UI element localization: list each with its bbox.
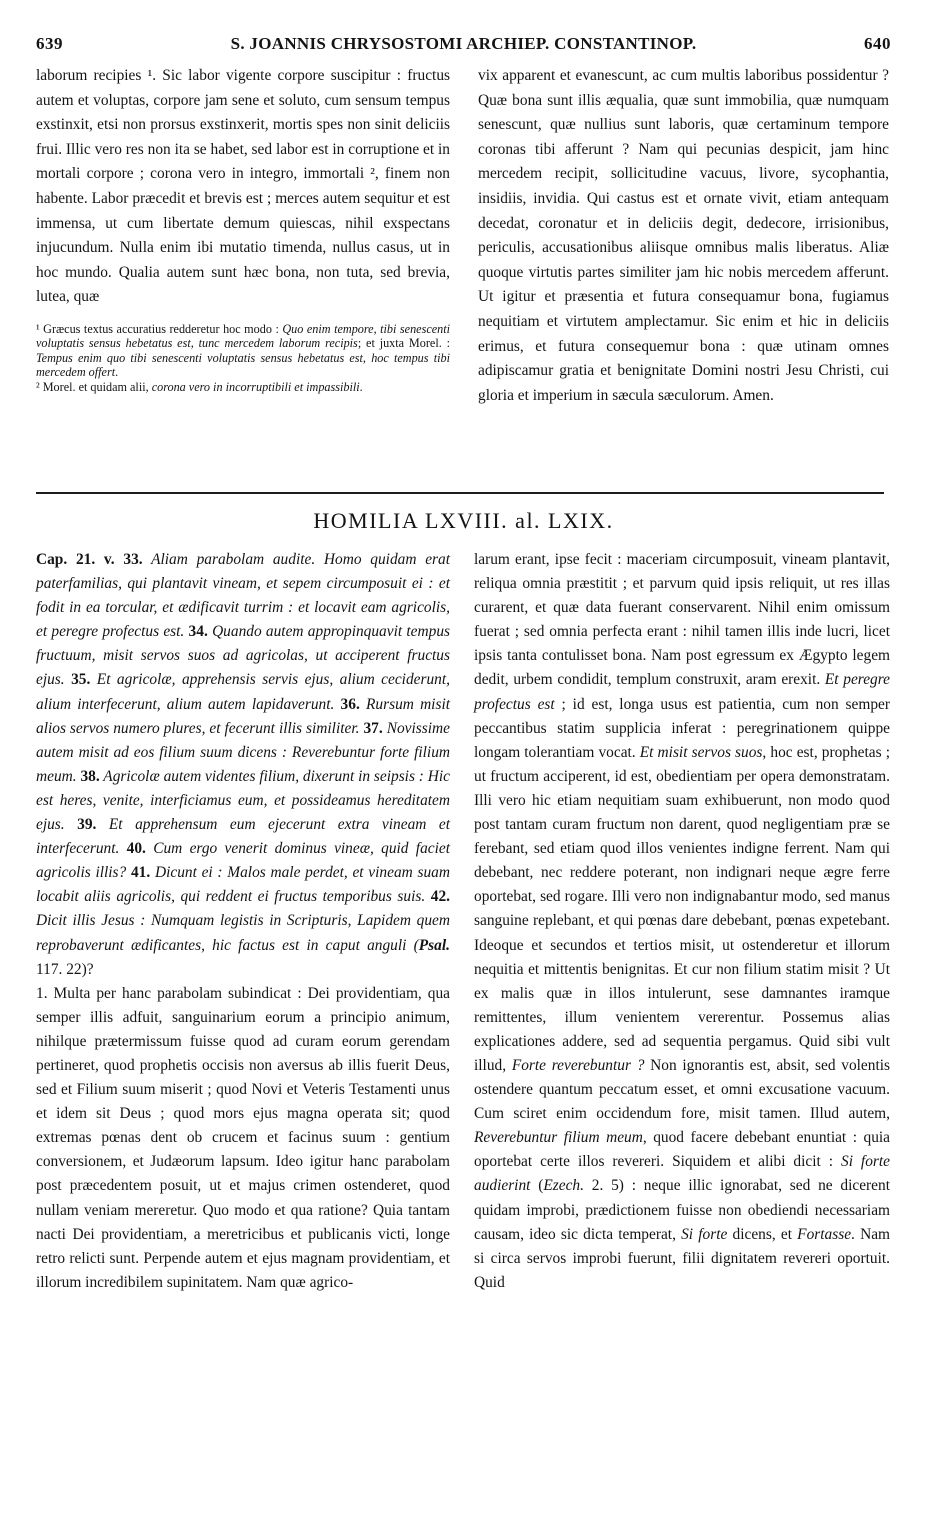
footnote-2: ² Morel. et quidam alii, corona vero in incorruptibili et impassibili. bbox=[36, 379, 363, 394]
section-divider bbox=[36, 492, 884, 494]
continued-text-run: larum erant, ipse fecit : maceriam circumposuit, vineam plantavit, reliqua omnia præstitit ; et parvum quid ipsis reliquit, ut res illas curarent, et quæ data fuerant conservarent. Nihil enim omissum fuerat ; sed omnia perfecta erant : nihil tamen illis inde lucri, licet ipsis tanta contulisset bona. Nam post egressum ex Ægypto legem dedit, urbem condidit, templum construxit, aram erexit. bbox=[474, 551, 890, 689]
page-number-right: 640 bbox=[864, 34, 891, 53]
continued-text-run: , hoc est, prophetas ; ut fructum acciperent, id est, obedientiam per opera demonstratam. Illi vero hic etiam nequitiam suam exhibuerunt, non modo quod post tantam curam fructum non darent, quod negligentiam præ se ferebant, sed etiam quod illos venientes indigne ferrent. Nam qui debebant, nec reddere poterant, non indignari neque ægre ferre oportebat, sed rogare. Illi vero non indignabantur modo, sed manus sanguine replebant, et qui pœnas dare debebant, pœnas expetebant. Ideoque et secundos et tertios misit, ut ostenderetur et illorum nequitia et mittentis benignitas. Et cur non filium statim misit ? Ut ex malis quæ in illos intulerunt, sese damnantes iramque remittentes, illum venientem vererentur. Possemus alias explicationes addere, sed ad sequentia pergamus. Quid sibi vult illud, bbox=[474, 743, 890, 1074]
continued-text-run: 2. 5) : neque illic ignorabat, sed ne dicerent quidam improbi, prædictionem fuisse non obediendi necessariam causam, ideo sic dicta temperat, bbox=[474, 1177, 890, 1243]
footnote-1: ¹ Græcus textus accuratius redderetur hoc modo : Quo enim tempore, tibi senescenti voluptatis sensus hebetatus est, tunc mercedem laborum recipis; et juxta Morel. : Tempus enim quo tibi senescenti voluptatis sensus hebetatus est, hoc tempus tibi mercedem offert. bbox=[36, 321, 450, 380]
scripture-run: Psal. bbox=[418, 936, 450, 954]
scripture-run: 34. bbox=[188, 623, 208, 641]
scripture-run: 35. bbox=[71, 671, 91, 689]
scripture-run: 41. bbox=[130, 864, 151, 882]
scripture-run: Rursum misit alios servos numero plures, et fecerunt illis similiter. bbox=[36, 695, 451, 737]
top-right-text: vix apparent et evanescunt, ac cum multis laboribus possidentur ? Quæ bona sunt illis æqualia, quæ sunt immobilia, quæ numquam senescunt, quæ nullius sunt laboris, quæ certaminum tempore coronas tibi afferunt ? Nam qui pecunias despicit, jam hinc mercedem recipit, sollicitudine vacuus, livore, sycophantia, insidiis, invidia. Qui castus est et ornate vivit, etiam antequam decedat, coronatur et in deliciis degit, dedecore, irrisionibus, periculis, accusationibus aliisque omnibus malis liberatus. Aliæ quoque virtutis partes similiter jam hic nobis mercedem afferunt. Ut igitur et præsentia et futura consequamur bona, fugiamus nequitiam et virtutem amplectamur. Sic enim et hic in deliciis erimus, et futura consequemur bona : quæ utinam omnes adipiscamur gratia et benignitate Domini nostri Jesu Christi, cui gloria et imperium in sæcula sæculorum. Amen. bbox=[478, 67, 889, 404]
chapter-label: Cap. 21. v. 33. bbox=[36, 551, 143, 568]
bottom-right-column bbox=[474, 548, 890, 1295]
continued-text-run: Et misit servos suos bbox=[639, 743, 763, 761]
scripture-run: 37. bbox=[363, 719, 383, 737]
scripture-run: 117. 22)? bbox=[36, 960, 94, 978]
scripture-run: Cum ergo venerit dominus vineæ, quid faciet agricolis illis? bbox=[36, 840, 450, 882]
continued-text-run: Si forte bbox=[681, 1225, 728, 1243]
continued-text-run: Reverebuntur filium meum bbox=[474, 1129, 643, 1147]
scripture-run: Et apprehensum eum ejecerunt extra vineam et interfecerunt. bbox=[36, 816, 450, 858]
top-left-column bbox=[36, 64, 450, 394]
scripture-run: Novissime autem misit ad eos filium suum dicens : Reverebuntur forte filium meum. bbox=[36, 719, 450, 785]
scripture-run: Dicit illis Jesus : Numquam legistis in Scripturis, Lapidem quem reprobaverunt ædificantes, hic factus est in caput anguli ( bbox=[36, 912, 450, 954]
scripture-passage bbox=[36, 548, 450, 982]
top-right-column bbox=[478, 64, 889, 408]
scripture-run: 38. bbox=[80, 767, 100, 785]
continued-text-run: . Nam si circa servos improbi fuerunt, filii dignitatem revereri oportuit. Quid bbox=[474, 1225, 890, 1291]
continued-text-run: Forte reverebuntur ? bbox=[511, 1056, 645, 1074]
running-title: S. JOANNIS CHRYSOSTOMI ARCHIEP. CONSTANTINOP. bbox=[230, 34, 697, 53]
bottom-left-column bbox=[36, 548, 450, 1295]
scripture-run: 36. bbox=[340, 695, 360, 713]
continued-text-run: Non ignorantis est, absit, sed volentis ostendere quantum peccatum esset, et omni excusatione vacuum. Cum sciret enim occidendum fore, misit tamen. Illud autem, bbox=[474, 1056, 890, 1123]
continued-text-run: ( bbox=[530, 1177, 544, 1195]
continued-text-run: , quod facere debebant enuntiat : quia oportebat certe illos revereri. Siquidem et alibi dicit : bbox=[474, 1129, 890, 1171]
scripture-run: 39. bbox=[77, 816, 97, 834]
scripture-run: Et agricolæ, apprehensis servis ejus, alium ceciderunt, alium interfecerunt, alium autem lapidaverunt. bbox=[36, 671, 450, 713]
running-head bbox=[36, 34, 891, 58]
homily-paragraph-1: 1. Multa per hanc parabolam subindicat : Dei providentiam, qua semper illis adfuit, sanguinarium eorum a principio animum, nihilque prætermissum fuisse quod ad curam eorum gerendam pertineret, quod prophetis occisis non aversus ab illis fuerit Deus, sed et Filium suum miserit ; quod Novi et Veteris Testamenti unus et idem sit Deus ; quod mors ejus magna operata sit; quod extremas pœnas dent ob crucem et facinus suum : gentium conversionem, et Judæorum lapsum. Ideo igitur hanc parabolam post præcedentem posuit, ut et majus crimen ostenderet, quod nullam veniam mereretur. Quo modo et qua ratione? Quia tantam nacti Dei providentiam, a meretricibus et publicanis victi, longe retro relicti sunt. Perpende autem et ejus magnam providentiam, et illorum incredibilem supinitatem. Nam quæ agrico- bbox=[36, 984, 450, 1291]
continued-text-run: Ezech. bbox=[543, 1177, 584, 1195]
continued-text-run: Fortasse bbox=[797, 1225, 852, 1243]
continued-text-run: ; id est, longa usus est patientia, cum non semper peccantibus statim supplicia inferat : peregrinationem quippe longam tolerantiam vocat. bbox=[474, 695, 890, 761]
continued-text-run: Et peregre profectus est bbox=[474, 671, 891, 713]
scripture-run: Dicunt ei : Malos male perdet, et vineam suam locabit aliis agricolis, qui reddent ei fructus temporibus suis. bbox=[36, 864, 450, 906]
page-number-left: 639 bbox=[36, 34, 63, 53]
scripture-run: 42. bbox=[430, 888, 450, 906]
scripture-run: 40. bbox=[126, 840, 146, 858]
scripture-run: Quando autem appropinquavit tempus fructuum, misit servos suos ad agricolas, ut acciperent fructus ejus. bbox=[36, 623, 450, 689]
continued-text-run: Si forte audierint bbox=[474, 1153, 891, 1195]
continued-text-run: dicens, et bbox=[727, 1225, 798, 1243]
scripture-run: Agricolæ autem videntes filium, dixerunt in seipsis : Hic est heres, venite, interficiamus eum, et possideamus hereditatem ejus. bbox=[36, 767, 450, 834]
top-left-text: laborum recipies ¹. Sic labor vigente corpore suscipitur : fructus autem et voluptas, corpore jam sene et soluto, cum sensum tempus exstinxit, etsi non prorsus exstinxerit, mortis spes non sinit deliciis frui. Illic vero res non ita se habet, sed labor est in corruptione et in mortali corpore ; corona vero in integro, immortali ², finem non habente. Labor præcedit et brevis est ; merces autem sequitur et est immensa, ut cum libertate demum quiescas, nihil exspectans injucundum. Nulla enim ibi mutatio timenda, nullus casus, ut in hoc mundo. Qualia autem sunt hæc bona, non tuta, sed brevia, lutea, quæ bbox=[36, 67, 450, 306]
homily-paragraph-continued bbox=[474, 548, 890, 1295]
homily-title: HOMILIA LXVIII. al. LXIX. bbox=[313, 508, 614, 533]
scripture-run: Aliam parabolam audite. Homo quidam erat paterfamilias, qui plantavit vineam, et sepem circumposuit ei : et fodit in ea torcular, et ædificavit turrim : et locavit eam agricolis, et peregre profectus est. bbox=[36, 551, 450, 641]
